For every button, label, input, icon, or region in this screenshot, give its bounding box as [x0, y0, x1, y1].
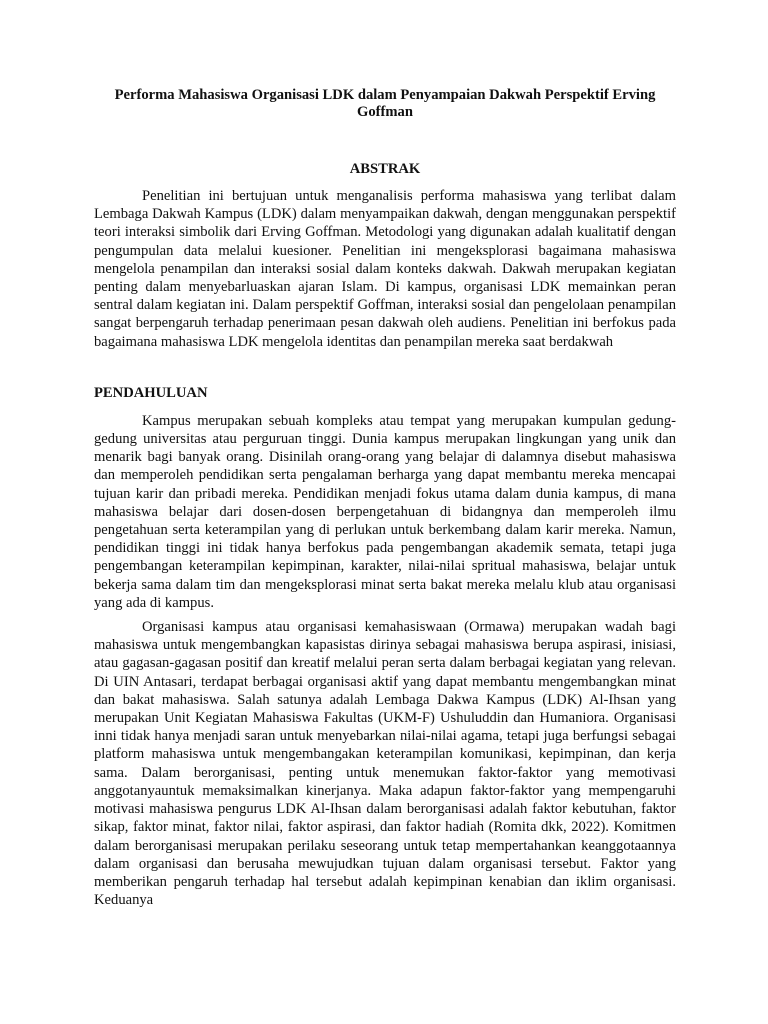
- introduction-paragraph-2: Organisasi kampus atau organisasi kemahasiswaan (Ormawa) merupakan wadah bagi mahasiswa untuk mengembangkan kapasistas dirinya sebagai mahasiswa berupa aspirasi, inisiasi, atau gagasan-gagasan positif dan kreatif melalui peran serta dalam berbagai kegiatan yang relevan. Di UIN Antasari, terdapat berbagai organisasi aktif yang dapat membantu mengembangkan minat dan bakat mahasiswa. Salah satunya adalah Lembaga Dakwa Kampus (LDK) Al-Ihsan yang merupakan Unit Kegiatan Mahasiswa Fakultas (UKM-F) Ushuluddin dan Humaniora. Organisasi inni tidak hanya menjadi saran untuk menyebarkan nilai-nilai agama, tetapi juga berfungsi sebagai platform mahasiswa untuk mengembangakan keterampilan komunikasi, kepimpinan, dan kerja sama. Dalam berorganisasi, penting untuk menemukan faktor-faktor yang memotivasi anggotanyauntuk memaksimalkan kinerjanya. Maka adapun faktor-faktor yang mempengaruhi motivasi mahasiswa pengurus LDK Al-Ihsan dalam berorganisasi adalah faktor kebutuhan, faktor sikap, faktor minat, faktor nilai, faktor aspirasi, dan faktor hadiah (Romita dkk, 2022). Komitmen dalam berorganisasi merupakan perilaku seseorang untuk tetap mempertahankan keanggotaannya dalam organisasi dan berusaha mewujudkan tujuan dalam organisasi tersebut. Faktor yang memberikan pengaruh terhadap hal tersebut adalah kepimpinan kenabian dan iklim organisasi. Keduanya: [94, 619, 676, 909]
- abstract-heading: ABSTRAK: [349, 161, 421, 177]
- document-page: [94, 87, 676, 909]
- introduction-paragraph-1: Kampus merupakan sebuah kompleks atau tempat yang merupakan kumpulan gedung-gedung universitas atau perguruan tinggi. Dunia kampus merupakan lingkungan yang unik dan menarik bagi banyak orang. Disinilah orang-orang yang belajar di dalamnya disebut mahasiswa dan memperoleh pendidikan serta pengalaman berharga yang dapat membantu mereka mencapai tujuan karir dan pribadi mereka. Pendidikan menjadi fokus utama dalam dunia kampus, di mana mahasiswa belajar dari dosen-dosen berpengetahuan di bidangnya dan memperoleh ilmu pengetahuan serta keterampilan yang di perlukan untuk berkembang dalam karir mereka. Namun, pendidikan tinggi ini tidak hanya berfokus pada pengembangan akademik semata, tetapi juga pengembangan keterampilan kepimpinan, karakter, nilai-nilai spritual mahasiswa, belajar untuk bekerja sama dalam tim dan mengeksplorasi minat serta bakat mereka melalu klub atau organisasi yang ada di kampus.: [94, 412, 676, 611]
- abstract-paragraph: Penelitian ini bertujuan untuk menganalisis performa mahasiswa yang terlibat dalam Lembaga Dakwah Kampus (LDK) dalam menyampaikan dakwah, dengan menggunakan perspektif teori interaksi simbolik dari Erving Goffman. Metodologi yang digunakan adalah kualitatif dengan pengumpulan data melalui kuesioner. Penelitian ini mengeksplorasi bagaimana mahasiswa mengelola penampilan dan interaksi sosial dalam konteks dakwah. Dakwah merupakan kegiatan penting dalam menyebarluaskan ajaran Islam. Di kampus, organisasi LDK memainkan peran sentral dalam kegiatan ini. Dalam perspektif Goffman, interaksi sosial dan pengelolaan penampilan sangat berpengaruh terhadap penerimaan pesan dakwah oleh audiens. Penelitian ini berfokus pada bagaimana mahasiswa LDK mengelola identitas dan penampilan mereka saat berdakwah: [94, 188, 676, 350]
- introduction-heading: PENDAHULUAN: [94, 384, 208, 401]
- document-title: Performa Mahasiswa Organisasi LDK dalam Penyampaian Dakwah Perspektif Erving Goffman: [114, 87, 656, 120]
